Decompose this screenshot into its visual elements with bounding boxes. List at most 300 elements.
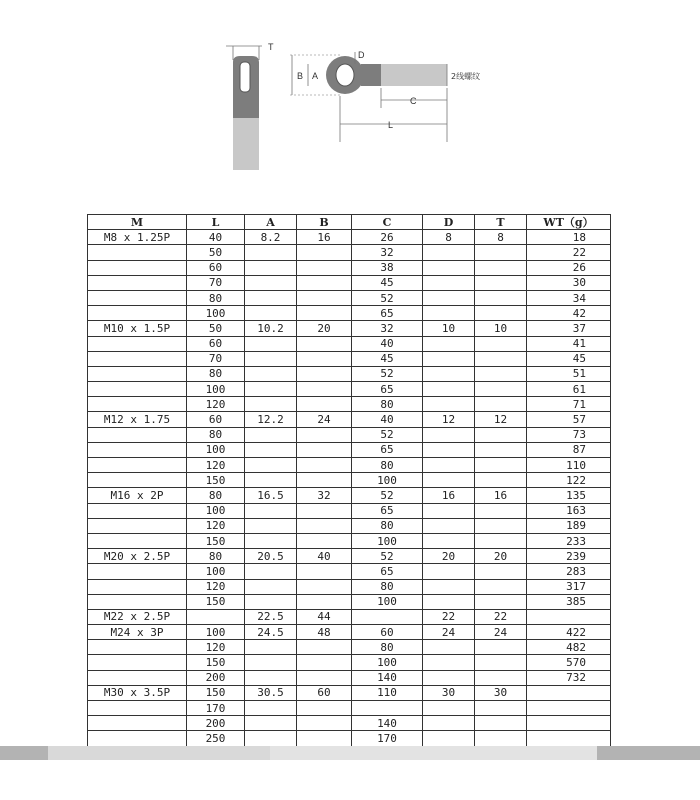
cell-c: 32 xyxy=(352,245,423,260)
table-row xyxy=(88,594,611,609)
cell-m xyxy=(88,473,187,488)
cell-b xyxy=(297,579,352,594)
cell-l: 70 xyxy=(187,351,245,366)
cell-l: 80 xyxy=(187,549,245,564)
cell-b xyxy=(297,290,352,305)
cell-m xyxy=(88,701,187,716)
cell-l: 60 xyxy=(187,336,245,351)
col-header-l: L xyxy=(187,215,245,230)
cell-wt xyxy=(527,731,611,746)
cell-t xyxy=(475,351,527,366)
cell-wt: 61 xyxy=(527,382,611,397)
cell-a: 30.5 xyxy=(245,685,297,700)
cell-wt: 51 xyxy=(527,366,611,381)
cell-m: M24 x 3P xyxy=(88,625,187,640)
cell-c: 40 xyxy=(352,412,423,427)
cell-t xyxy=(475,731,527,746)
cell-b xyxy=(297,701,352,716)
table-row xyxy=(88,609,611,624)
cell-m: M20 x 2.5P xyxy=(88,549,187,564)
table-row xyxy=(88,245,611,260)
cell-m xyxy=(88,731,187,746)
cell-d xyxy=(423,458,475,473)
cell-wt: 110 xyxy=(527,458,611,473)
cell-d: 30 xyxy=(423,685,475,700)
cell-a xyxy=(245,427,297,442)
cell-t xyxy=(475,427,527,442)
cell-t: 16 xyxy=(475,488,527,503)
cell-m xyxy=(88,579,187,594)
table-header-row xyxy=(88,215,611,230)
cell-d xyxy=(423,351,475,366)
cell-b: 60 xyxy=(297,685,352,700)
cell-t xyxy=(475,579,527,594)
cell-wt: 57 xyxy=(527,412,611,427)
cell-m xyxy=(88,260,187,275)
bottom-divider-bar xyxy=(0,746,700,760)
cell-m: M30 x 3.5P xyxy=(88,685,187,700)
cell-m xyxy=(88,397,187,412)
table-row xyxy=(88,473,611,488)
cell-a xyxy=(245,670,297,685)
cell-wt: 732 xyxy=(527,670,611,685)
cell-d xyxy=(423,533,475,548)
cell-b xyxy=(297,260,352,275)
cell-m xyxy=(88,670,187,685)
cell-wt xyxy=(527,701,611,716)
cell-a xyxy=(245,503,297,518)
cell-c: 80 xyxy=(352,579,423,594)
cell-m xyxy=(88,458,187,473)
table-row xyxy=(88,230,611,245)
cell-l: 40 xyxy=(187,230,245,245)
cell-a: 10.2 xyxy=(245,321,297,336)
cell-wt: 34 xyxy=(527,290,611,305)
dim-label-l: L xyxy=(388,120,394,130)
cell-a: 8.2 xyxy=(245,230,297,245)
cell-d xyxy=(423,382,475,397)
table-row xyxy=(88,625,611,640)
table-row xyxy=(88,366,611,381)
cell-a xyxy=(245,473,297,488)
cell-t xyxy=(475,533,527,548)
cell-t xyxy=(475,397,527,412)
cell-t xyxy=(475,366,527,381)
cell-c: 45 xyxy=(352,351,423,366)
cell-a xyxy=(245,366,297,381)
cell-d: 12 xyxy=(423,412,475,427)
cell-a: 16.5 xyxy=(245,488,297,503)
cell-l: 80 xyxy=(187,427,245,442)
cell-m xyxy=(88,366,187,381)
cell-c: 140 xyxy=(352,670,423,685)
table-row xyxy=(88,731,611,746)
table-row xyxy=(88,564,611,579)
cell-a xyxy=(245,716,297,731)
cell-c: 38 xyxy=(352,260,423,275)
cell-m xyxy=(88,306,187,321)
cell-l: 100 xyxy=(187,564,245,579)
cell-a xyxy=(245,564,297,579)
cell-wt: 30 xyxy=(527,275,611,290)
cell-a xyxy=(245,442,297,457)
cell-l: 80 xyxy=(187,366,245,381)
cell-t xyxy=(475,306,527,321)
cell-c: 80 xyxy=(352,640,423,655)
cell-wt: 45 xyxy=(527,351,611,366)
cell-t xyxy=(475,503,527,518)
table-row xyxy=(88,306,611,321)
cell-a xyxy=(245,275,297,290)
cell-b xyxy=(297,533,352,548)
cell-b xyxy=(297,397,352,412)
cell-d xyxy=(423,427,475,442)
cell-wt: 73 xyxy=(527,427,611,442)
spec-table xyxy=(87,214,611,747)
bar-segment-middle xyxy=(48,746,270,760)
cell-l: 200 xyxy=(187,716,245,731)
cell-t xyxy=(475,336,527,351)
cell-b xyxy=(297,716,352,731)
table-row xyxy=(88,321,611,336)
dim-label-a: A xyxy=(312,71,319,81)
cell-m xyxy=(88,716,187,731)
cell-l: 150 xyxy=(187,685,245,700)
cell-m xyxy=(88,275,187,290)
cell-d: 20 xyxy=(423,549,475,564)
cell-c: 40 xyxy=(352,336,423,351)
cell-c: 32 xyxy=(352,321,423,336)
cell-b xyxy=(297,458,352,473)
cell-wt xyxy=(527,609,611,624)
table-row xyxy=(88,518,611,533)
cell-m xyxy=(88,351,187,366)
cell-c: 65 xyxy=(352,442,423,457)
cell-b: 44 xyxy=(297,609,352,624)
cell-m xyxy=(88,382,187,397)
cell-l: 250 xyxy=(187,731,245,746)
cell-c xyxy=(352,609,423,624)
table-row xyxy=(88,549,611,564)
cell-m: M10 x 1.5P xyxy=(88,321,187,336)
cell-b xyxy=(297,351,352,366)
cell-b xyxy=(297,503,352,518)
cell-m: M8 x 1.25P xyxy=(88,230,187,245)
cell-d xyxy=(423,473,475,488)
cell-d xyxy=(423,594,475,609)
cell-d: 16 xyxy=(423,488,475,503)
cell-l: 150 xyxy=(187,473,245,488)
cell-m xyxy=(88,245,187,260)
cell-a xyxy=(245,245,297,260)
cell-a xyxy=(245,701,297,716)
cell-t xyxy=(475,716,527,731)
cell-wt: 122 xyxy=(527,473,611,488)
cell-a xyxy=(245,397,297,412)
cell-wt: 385 xyxy=(527,594,611,609)
cell-d xyxy=(423,716,475,731)
cell-c xyxy=(352,701,423,716)
cell-d: 22 xyxy=(423,609,475,624)
cell-l: 100 xyxy=(187,306,245,321)
cell-m xyxy=(88,290,187,305)
cell-a xyxy=(245,351,297,366)
table-row xyxy=(88,275,611,290)
cell-c: 65 xyxy=(352,306,423,321)
cell-wt: 71 xyxy=(527,397,611,412)
cell-t xyxy=(475,260,527,275)
cell-d xyxy=(423,306,475,321)
cell-wt: 283 xyxy=(527,564,611,579)
cell-b xyxy=(297,442,352,457)
cell-d: 24 xyxy=(423,625,475,640)
cell-a xyxy=(245,640,297,655)
table-row xyxy=(88,670,611,685)
table-row xyxy=(88,503,611,518)
cell-t: 22 xyxy=(475,609,527,624)
cell-c: 52 xyxy=(352,427,423,442)
cell-t xyxy=(475,458,527,473)
cell-l: 200 xyxy=(187,670,245,685)
cell-a xyxy=(245,306,297,321)
dim-label-b: B xyxy=(297,71,304,81)
cell-t xyxy=(475,382,527,397)
cell-a xyxy=(245,458,297,473)
cell-d xyxy=(423,731,475,746)
cell-c: 140 xyxy=(352,716,423,731)
cell-l: 120 xyxy=(187,518,245,533)
cell-l: 80 xyxy=(187,488,245,503)
cell-t: 12 xyxy=(475,412,527,427)
cell-c: 52 xyxy=(352,549,423,564)
cell-t: 10 xyxy=(475,321,527,336)
cell-t: 20 xyxy=(475,549,527,564)
cell-t xyxy=(475,640,527,655)
col-header-a: A xyxy=(245,215,297,230)
cell-b xyxy=(297,655,352,670)
cell-wt: 18 xyxy=(527,230,611,245)
table-row xyxy=(88,488,611,503)
cell-a xyxy=(245,260,297,275)
table-row xyxy=(88,640,611,655)
front-view xyxy=(290,52,447,142)
cell-l: 120 xyxy=(187,458,245,473)
cell-a xyxy=(245,579,297,594)
cell-c: 80 xyxy=(352,518,423,533)
cell-b: 20 xyxy=(297,321,352,336)
cell-t: 8 xyxy=(475,230,527,245)
cell-wt: 87 xyxy=(527,442,611,457)
cell-m xyxy=(88,594,187,609)
cell-a xyxy=(245,290,297,305)
cell-l: 100 xyxy=(187,625,245,640)
cell-l: 150 xyxy=(187,594,245,609)
cell-a xyxy=(245,518,297,533)
cell-c: 26 xyxy=(352,230,423,245)
cell-c: 52 xyxy=(352,290,423,305)
cell-d: 8 xyxy=(423,230,475,245)
cell-wt: 135 xyxy=(527,488,611,503)
cell-d xyxy=(423,701,475,716)
cell-d xyxy=(423,579,475,594)
cell-a xyxy=(245,731,297,746)
cell-wt: 41 xyxy=(527,336,611,351)
cell-d xyxy=(423,503,475,518)
cell-d xyxy=(423,245,475,260)
table-row xyxy=(88,458,611,473)
cell-b xyxy=(297,640,352,655)
cell-b: 32 xyxy=(297,488,352,503)
bar-segment-center xyxy=(270,746,597,760)
dim-label-thread: 2线螺纹 xyxy=(451,72,481,81)
cell-a: 24.5 xyxy=(245,625,297,640)
cell-wt: 37 xyxy=(527,321,611,336)
cell-c: 52 xyxy=(352,488,423,503)
cell-b xyxy=(297,306,352,321)
cell-b xyxy=(297,473,352,488)
cell-c: 60 xyxy=(352,625,423,640)
table-row xyxy=(88,412,611,427)
cell-c: 65 xyxy=(352,564,423,579)
cell-b xyxy=(297,382,352,397)
table-row xyxy=(88,685,611,700)
cell-m xyxy=(88,655,187,670)
cell-t xyxy=(475,564,527,579)
table-row xyxy=(88,442,611,457)
table-row xyxy=(88,533,611,548)
cell-d xyxy=(423,336,475,351)
cell-b xyxy=(297,594,352,609)
cell-d xyxy=(423,397,475,412)
cell-c: 100 xyxy=(352,655,423,670)
dim-label-d: D xyxy=(358,50,365,60)
col-header-wt: WT（g） xyxy=(527,215,611,230)
cell-l: 60 xyxy=(187,260,245,275)
cell-d xyxy=(423,366,475,381)
cell-b xyxy=(297,245,352,260)
cell-a xyxy=(245,655,297,670)
cell-c: 65 xyxy=(352,503,423,518)
bar-segment-right xyxy=(597,746,700,760)
table-row xyxy=(88,260,611,275)
cell-b xyxy=(297,427,352,442)
cell-m xyxy=(88,640,187,655)
cell-l: 150 xyxy=(187,655,245,670)
cell-m xyxy=(88,442,187,457)
table-row xyxy=(88,290,611,305)
table-row xyxy=(88,716,611,731)
cell-wt xyxy=(527,685,611,700)
table-row xyxy=(88,655,611,670)
cell-b xyxy=(297,731,352,746)
col-header-d: D xyxy=(423,215,475,230)
cell-m xyxy=(88,564,187,579)
cell-t xyxy=(475,473,527,488)
col-header-b: B xyxy=(297,215,352,230)
cell-l: 80 xyxy=(187,290,245,305)
cell-wt xyxy=(527,716,611,731)
cell-a: 20.5 xyxy=(245,549,297,564)
cell-d xyxy=(423,290,475,305)
cell-l xyxy=(187,609,245,624)
cell-t xyxy=(475,670,527,685)
cell-d xyxy=(423,640,475,655)
cell-d xyxy=(423,564,475,579)
cell-c: 80 xyxy=(352,397,423,412)
cell-wt: 422 xyxy=(527,625,611,640)
cell-a: 22.5 xyxy=(245,609,297,624)
cell-wt: 163 xyxy=(527,503,611,518)
cell-t: 30 xyxy=(475,685,527,700)
cell-d xyxy=(423,260,475,275)
cell-wt: 233 xyxy=(527,533,611,548)
cell-wt: 26 xyxy=(527,260,611,275)
cell-m xyxy=(88,518,187,533)
cell-c: 80 xyxy=(352,458,423,473)
eye-bolt-drawing xyxy=(0,0,700,200)
cell-l: 120 xyxy=(187,640,245,655)
cell-m: M22 x 2.5P xyxy=(88,609,187,624)
cell-b xyxy=(297,366,352,381)
table-row xyxy=(88,397,611,412)
cell-m xyxy=(88,336,187,351)
cell-wt: 42 xyxy=(527,306,611,321)
col-header-m: M xyxy=(88,215,187,230)
cell-c: 100 xyxy=(352,473,423,488)
cell-wt: 22 xyxy=(527,245,611,260)
side-view xyxy=(226,46,262,170)
cell-l: 100 xyxy=(187,503,245,518)
cell-wt: 482 xyxy=(527,640,611,655)
cell-l: 50 xyxy=(187,321,245,336)
cell-m xyxy=(88,427,187,442)
cell-wt: 189 xyxy=(527,518,611,533)
cell-wt: 570 xyxy=(527,655,611,670)
cell-t: 24 xyxy=(475,625,527,640)
cell-l: 70 xyxy=(187,275,245,290)
cell-c: 45 xyxy=(352,275,423,290)
cell-t xyxy=(475,275,527,290)
cell-l: 120 xyxy=(187,579,245,594)
cell-b xyxy=(297,564,352,579)
cell-a: 12.2 xyxy=(245,412,297,427)
cell-d xyxy=(423,518,475,533)
cell-t xyxy=(475,701,527,716)
cell-b: 48 xyxy=(297,625,352,640)
cell-d xyxy=(423,442,475,457)
cell-d xyxy=(423,655,475,670)
cell-a xyxy=(245,594,297,609)
table-row xyxy=(88,427,611,442)
cell-c: 100 xyxy=(352,594,423,609)
cell-l: 60 xyxy=(187,412,245,427)
cell-l: 50 xyxy=(187,245,245,260)
cell-l: 100 xyxy=(187,442,245,457)
cell-b: 40 xyxy=(297,549,352,564)
cell-m: M16 x 2P xyxy=(88,488,187,503)
table-row xyxy=(88,579,611,594)
table-row xyxy=(88,382,611,397)
col-header-c: C xyxy=(352,215,423,230)
col-header-t: T xyxy=(475,215,527,230)
cell-b xyxy=(297,336,352,351)
cell-a xyxy=(245,533,297,548)
cell-b xyxy=(297,275,352,290)
table-body xyxy=(88,230,611,746)
cell-b xyxy=(297,518,352,533)
table-row xyxy=(88,351,611,366)
dim-label-t: T xyxy=(268,42,274,52)
